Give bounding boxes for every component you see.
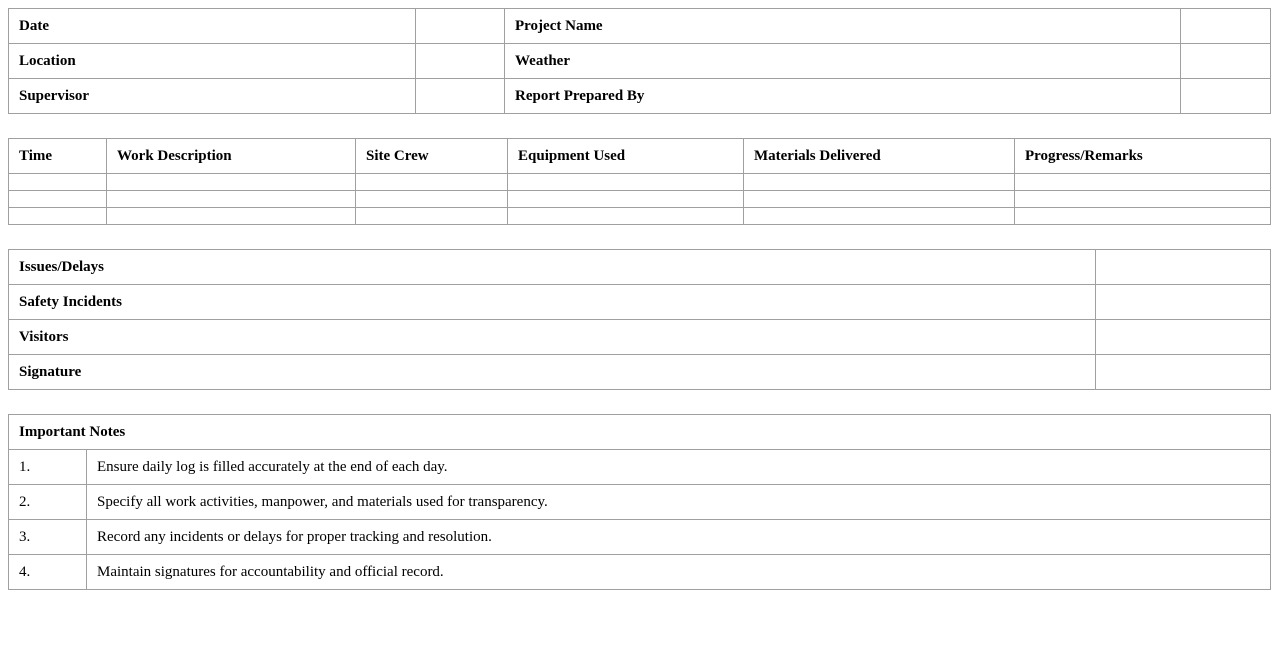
note-text: Maintain signatures for accountability and official record. <box>87 555 1271 590</box>
table-cell[interactable] <box>107 174 356 191</box>
note-number: 3. <box>9 520 87 555</box>
table-cell[interactable] <box>744 208 1015 225</box>
table-cell[interactable] <box>508 191 744 208</box>
table-cell[interactable] <box>9 174 107 191</box>
table-cell[interactable] <box>744 191 1015 208</box>
important-notes-title: Important Notes <box>9 415 1271 450</box>
supervisor-value-cell[interactable] <box>416 79 505 114</box>
table-cell[interactable] <box>1015 208 1271 225</box>
table-row <box>9 285 1271 320</box>
visitors-label: Visitors <box>9 320 1096 355</box>
location-label: Location <box>9 44 416 79</box>
column-header-equipment-used: Equipment Used <box>508 139 744 174</box>
table-cell[interactable] <box>508 174 744 191</box>
note-text: Ensure daily log is filled accurately at the end of each day. <box>87 450 1271 485</box>
project-name-value-cell[interactable] <box>1181 9 1271 44</box>
table-header-row <box>9 415 1271 450</box>
report-prepared-by-value-cell[interactable] <box>1181 79 1271 114</box>
issues-delays-value-cell[interactable] <box>1096 250 1271 285</box>
table-cell[interactable] <box>356 174 508 191</box>
important-notes-table <box>8 414 1271 590</box>
table-row <box>9 320 1271 355</box>
issues-table <box>8 249 1271 390</box>
table-row <box>9 79 1271 114</box>
note-number: 1. <box>9 450 87 485</box>
column-header-time: Time <box>9 139 107 174</box>
column-header-progress-remarks: Progress/Remarks <box>1015 139 1271 174</box>
table-cell[interactable] <box>744 174 1015 191</box>
column-header-materials-delivered: Materials Delivered <box>744 139 1015 174</box>
visitors-value-cell[interactable] <box>1096 320 1271 355</box>
project-name-label: Project Name <box>505 9 1181 44</box>
note-row <box>9 555 1271 590</box>
note-row <box>9 450 1271 485</box>
date-label: Date <box>9 9 416 44</box>
table-cell[interactable] <box>1015 191 1271 208</box>
signature-value-cell[interactable] <box>1096 355 1271 390</box>
table-row <box>9 174 1271 191</box>
table-row <box>9 44 1271 79</box>
table-cell[interactable] <box>508 208 744 225</box>
signature-label: Signature <box>9 355 1096 390</box>
column-header-work-description: Work Description <box>107 139 356 174</box>
safety-incidents-value-cell[interactable] <box>1096 285 1271 320</box>
table-row <box>9 250 1271 285</box>
weather-value-cell[interactable] <box>1181 44 1271 79</box>
note-number: 2. <box>9 485 87 520</box>
table-header-row <box>9 139 1271 174</box>
safety-incidents-label: Safety Incidents <box>9 285 1096 320</box>
table-cell[interactable] <box>356 191 508 208</box>
table-cell[interactable] <box>9 208 107 225</box>
note-row <box>9 485 1271 520</box>
supervisor-label: Supervisor <box>9 79 416 114</box>
table-row <box>9 208 1271 225</box>
issues-delays-label: Issues/Delays <box>9 250 1096 285</box>
table-cell[interactable] <box>107 208 356 225</box>
table-cell[interactable] <box>356 208 508 225</box>
note-row <box>9 520 1271 555</box>
note-number: 4. <box>9 555 87 590</box>
table-row <box>9 191 1271 208</box>
date-value-cell[interactable] <box>416 9 505 44</box>
work-log-table <box>8 138 1271 225</box>
project-info-table <box>8 8 1271 114</box>
table-cell[interactable] <box>1015 174 1271 191</box>
table-row <box>9 9 1271 44</box>
weather-label: Weather <box>505 44 1181 79</box>
location-value-cell[interactable] <box>416 44 505 79</box>
column-header-site-crew: Site Crew <box>356 139 508 174</box>
table-cell[interactable] <box>107 191 356 208</box>
table-cell[interactable] <box>9 191 107 208</box>
note-text: Specify all work activities, manpower, and materials used for transparency. <box>87 485 1271 520</box>
report-prepared-by-label: Report Prepared By <box>505 79 1181 114</box>
table-row <box>9 355 1271 390</box>
note-text: Record any incidents or delays for proper tracking and resolution. <box>87 520 1271 555</box>
